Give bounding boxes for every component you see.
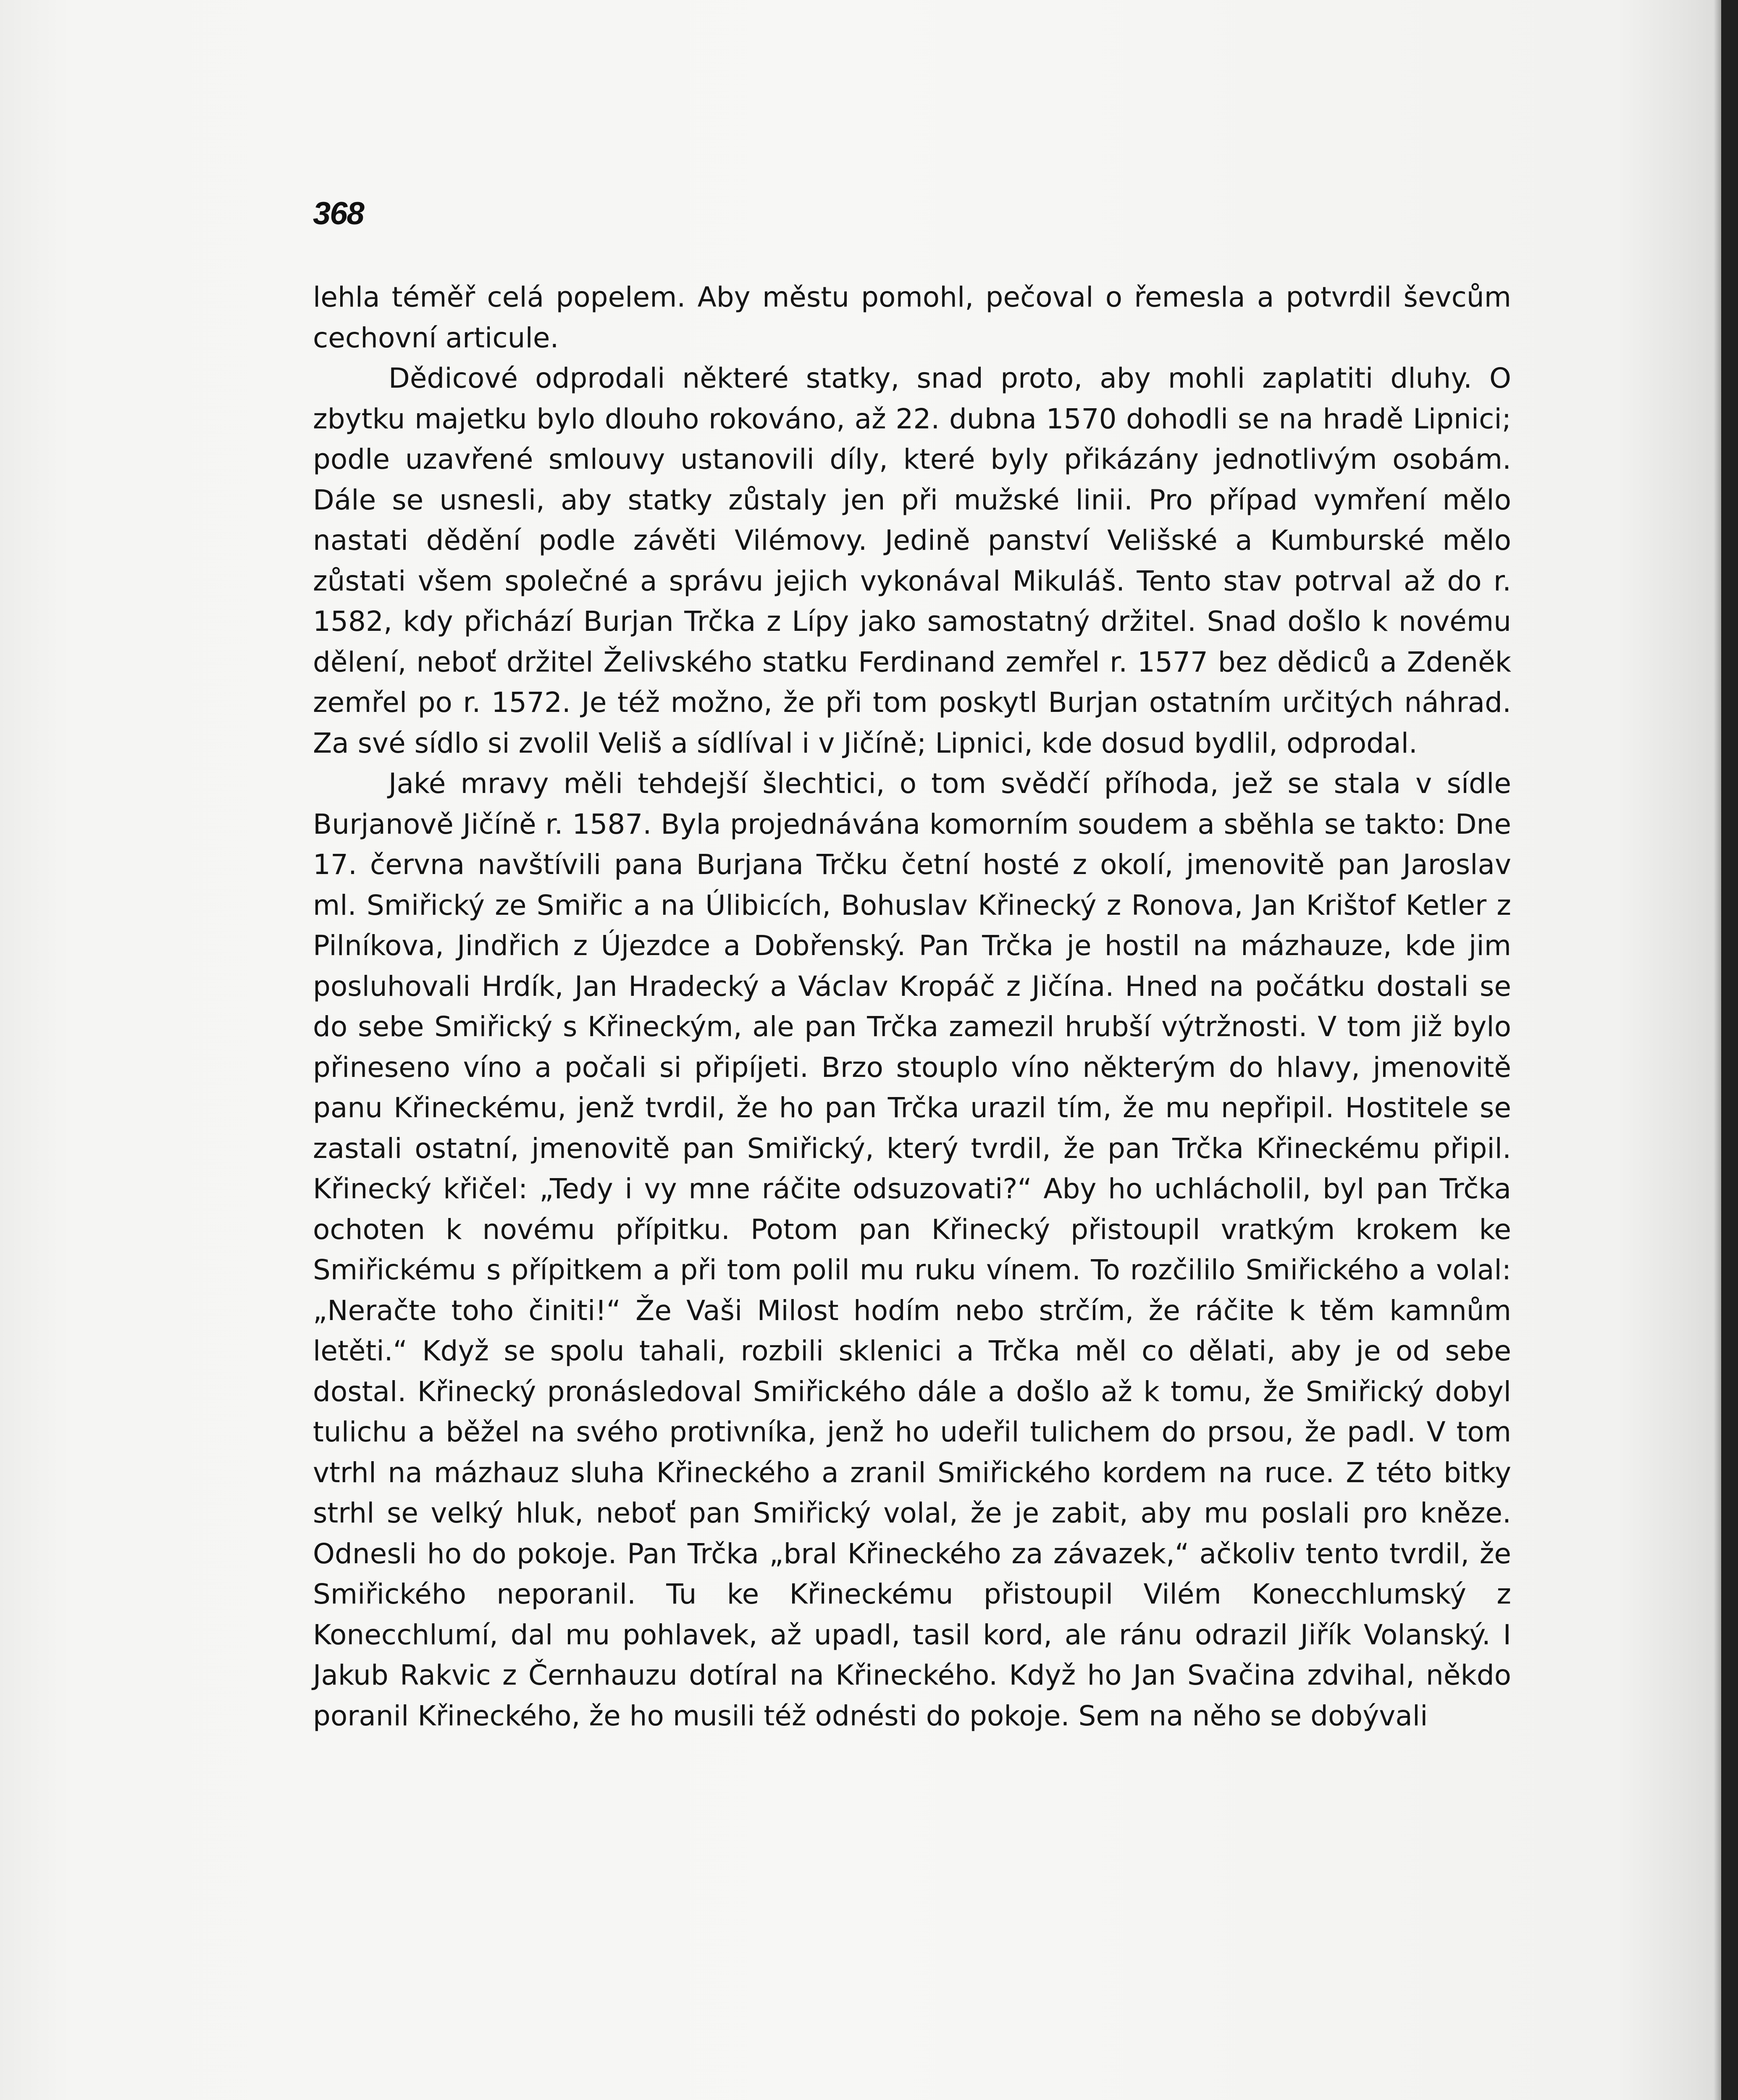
page-number: 368 bbox=[313, 196, 364, 231]
paragraph-1: lehla téměř celá popelem. Aby městu pomohl, pečoval o řemesla a potvrdil ševcům cechovní articule. bbox=[313, 281, 1511, 354]
scan-border bbox=[1721, 0, 1738, 2100]
body-text bbox=[313, 277, 1511, 1736]
paragraph-3: Jaké mravy měli tehdejší šlechtici, o tom svědčí příhoda, jež se stala v sídle Burjanově Jičíně r. 1587. Byla projednávána komorním soudem a sběhla se takto: Dne 17. června navštívili pana Burjana Trčku četní hosté z okolí, jmenovitě pan Jaroslav ml. Smiřický ze Smiřic a na Úlibicích, Bohuslav Křinecký z Ronova, Jan Krištof Ketler z Pilníkova, Jindřich z Újezdce a Dobřenský. Pan Trčka je hostil na mázhauze, kde jim posluhovali Hrdík, Jan Hradecký a Václav Kropáč z Jičína. Hned na počátku dostali se do sebe Smiřický s Křineckým, ale pan Trčka zamezil hrubší výtržnosti. V tom již bylo přineseno víno a počali si připíjeti. Brzo stouplo víno některým do hlavy, jmenovitě panu Křineckému, jenž tvrdil, že ho pan Trčka urazil tím, že mu nepřipil. Hostitele se zastali ostatní, jmenovitě pan Smiřický, který tvrdil, že pan Trčka Křineckému připil. Křinecký křičel: „Tedy i vy mne ráčite odsuzovati?“ Aby ho uchlácholil, byl pan Trčka ochoten k novému přípitku. Potom pan Křinecký přistoupil vratkým krokem ke Smiřickému s přípitkem a při tom polil mu ruku vínem. To rozčililo Smiřického a volal: „Neračte toho činiti!“ Že Vaši Milost hodím nebo strčím, že ráčite k těm kamnům letěti.“ Když se spolu tahali, rozbili sklenici a Trčka měl co dělati, aby je od sebe dostal. Křinecký pronásledoval Smiřického dále a došlo až k tomu, že Smiřický dobyl tulichu a běžel na svého protivníka, jenž ho udeřil tulichem do prsou, že padl. V tom vtrhl na mázhauz sluha Křineckého a zranil Smiřického kordem na ruce. Z této bitky strhl se velký hluk, neboť pan Smiřický volal, že je zabit, aby mu poslali pro kněze. Odnesli ho do pokoje. Pan Trčka „bral Křineckého za závazek,“ ačkoliv tento tvrdil, že Smiřického neporanil. Tu ke Křineckému přistoupil Vilém Konecchlumský z Konecchlumí, dal mu pohlavek, až upadl, tasil kord, ale ránu odrazil Jiřík Volanský. I Jakub Rakvic z Černhauzu dotíral na Křineckého. Když ho Jan Svačina zdvihal, někdo poranil Křineckého, že ho musili též odnésti do pokoje. Sem na něho se dobývali bbox=[313, 767, 1511, 1732]
paragraph-2: Dědicové odprodali některé statky, snad proto, aby mohli zaplatiti dluhy. O zbytku majetku bylo dlouho rokováno, až 22. dubna 1570 dohodli se na hradě Lipnici; podle uzavřené smlouvy ustanovili díly, které byly přikázány jednotlivým osobám. Dále se usnesli, aby statky zůstaly jen při mužské linii. Pro případ vymření mělo nastati dědění podle závěti Vilémovy. Jedině panství Velišské a Kumburské mělo zůstati všem společné a správu jejich vykonával Mikuláš. Tento stav potrval až do r. 1582, kdy přichází Burjan Trčka z Lípy jako samostatný držitel. Snad došlo k novému dělení, neboť držitel Želivského statku Ferdinand zemřel r. 1577 bez dědiců a Zdeněk zemřel po r. 1572. Je též možno, že při tom poskytl Burjan ostatním určitých náhrad. Za své sídlo si zvolil Veliš a sídlíval i v Jičíně; Lipnici, kde dosud bydlil, odprodal. bbox=[313, 362, 1511, 759]
page-edge-shadow bbox=[1714, 0, 1721, 2100]
